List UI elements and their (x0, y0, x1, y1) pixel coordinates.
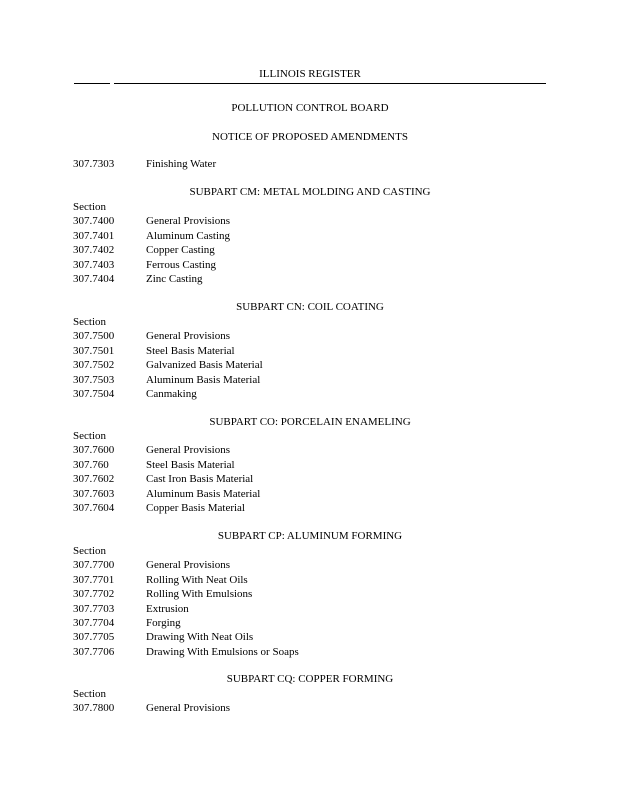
section-number: 307.7603 (73, 487, 115, 500)
subpart-section-list (73, 544, 553, 659)
section-number: 307.7600 (73, 444, 115, 457)
section-number: 307.7604 (73, 501, 115, 514)
section-title: Canmaking (146, 387, 197, 400)
subpart-heading: SUBPART CM: METAL MOLDING AND CASTING (189, 186, 431, 198)
section-title: Aluminum Basis Material (146, 487, 261, 500)
section-title: Ferrous Casting (146, 258, 216, 271)
section-title: Aluminum Casting (146, 229, 231, 242)
subpart-heading: SUBPART CN: COIL COATING (236, 301, 384, 313)
subpart-section-list (73, 315, 553, 401)
section-label: Section (73, 688, 106, 700)
section-number: 307.7705 (73, 631, 115, 644)
section-title: General Provisions (146, 559, 231, 572)
section-row (73, 358, 553, 372)
section-title: Steel Basis Material (146, 344, 235, 357)
section-title: Zinc Casting (146, 272, 203, 285)
section-number: 307.7503 (73, 373, 115, 386)
section-label: Section (73, 430, 106, 442)
section-row (73, 344, 553, 358)
section-row (73, 602, 553, 616)
section-row (73, 645, 553, 659)
section-title: Drawing With Emulsions or Soaps (146, 645, 299, 658)
header-rule-right (114, 83, 546, 84)
section-title: General Provisions (146, 330, 231, 343)
section-row (73, 373, 553, 387)
section-number: 307.7800 (73, 702, 115, 715)
section-title: Copper Basis Material (146, 501, 245, 514)
section-number: 307.7700 (73, 559, 115, 572)
section-title: Galvanized Basis Material (146, 359, 263, 372)
section-title: Drawing With Neat Oils (146, 631, 254, 644)
section-number: 307.7500 (73, 330, 115, 343)
subpart-heading: SUBPART CP: ALUMINUM FORMING (217, 530, 403, 542)
section-row (73, 387, 553, 401)
section-title: Rolling With Neat Oils (146, 573, 248, 586)
section-number: 307.7402 (73, 244, 115, 257)
section-number: 307.7701 (73, 573, 115, 586)
section-row (73, 214, 553, 228)
section-row (73, 487, 553, 501)
section-row (73, 558, 553, 572)
section-number: 307.7504 (73, 387, 115, 400)
register-header: ILLINOIS REGISTER (259, 68, 361, 80)
section-number: 307.760 (73, 458, 109, 471)
section-number: 307.7303 (73, 158, 115, 170)
section-row (73, 701, 553, 715)
section-title: General Provisions (146, 215, 231, 228)
section-row (73, 458, 553, 472)
section-number: 307.7602 (73, 473, 115, 486)
leading-entry (73, 157, 553, 171)
header-rule-left (74, 83, 110, 84)
subpart-heading: SUBPART CO: PORCELAIN ENAMELING (209, 416, 411, 428)
section-row (73, 229, 553, 243)
section-title: General Provisions (146, 444, 231, 457)
section-row (73, 616, 553, 630)
section-label: Section (73, 545, 106, 557)
section-row (73, 587, 553, 601)
section-title: Copper Casting (146, 244, 215, 257)
section-number: 307.7501 (73, 344, 115, 357)
section-row (73, 501, 553, 515)
section-number: 307.7400 (73, 215, 115, 228)
section-label: Section (73, 316, 106, 328)
section-row (73, 443, 553, 457)
section-row (73, 243, 553, 257)
section-label: Section (73, 201, 106, 213)
section-row (73, 329, 553, 343)
section-row (73, 472, 553, 486)
section-title: Rolling With Emulsions (146, 588, 253, 601)
section-number: 307.7702 (73, 588, 115, 601)
section-number: 307.7704 (73, 616, 115, 629)
subpart-heading: SUBPART CQ: COPPER FORMING (226, 673, 394, 685)
notice-title: NOTICE OF PROPOSED AMENDMENTS (212, 131, 408, 143)
section-number: 307.7401 (73, 229, 115, 242)
section-number: 307.7703 (73, 602, 115, 615)
section-row (73, 573, 553, 587)
section-title: Finishing Water (146, 158, 217, 170)
section-number: 307.7706 (73, 645, 115, 658)
section-title: Aluminum Basis Material (146, 373, 261, 386)
agency-name: POLLUTION CONTROL BOARD (231, 102, 389, 114)
section-row (73, 157, 553, 171)
section-row (73, 272, 553, 286)
section-row (73, 630, 553, 644)
section-title: Extrusion (146, 602, 189, 615)
section-row (73, 258, 553, 272)
section-number: 307.7403 (73, 258, 115, 271)
subpart-section-list (73, 429, 553, 515)
section-number: 307.7404 (73, 272, 115, 285)
subpart-section-list (73, 687, 553, 716)
section-title: Cast Iron Basis Material (146, 473, 254, 486)
section-number: 307.7502 (73, 359, 115, 372)
subpart-section-list (73, 200, 553, 286)
section-title: Steel Basis Material (146, 458, 235, 471)
section-title: General Provisions (146, 702, 231, 715)
section-title: Forging (146, 616, 181, 629)
